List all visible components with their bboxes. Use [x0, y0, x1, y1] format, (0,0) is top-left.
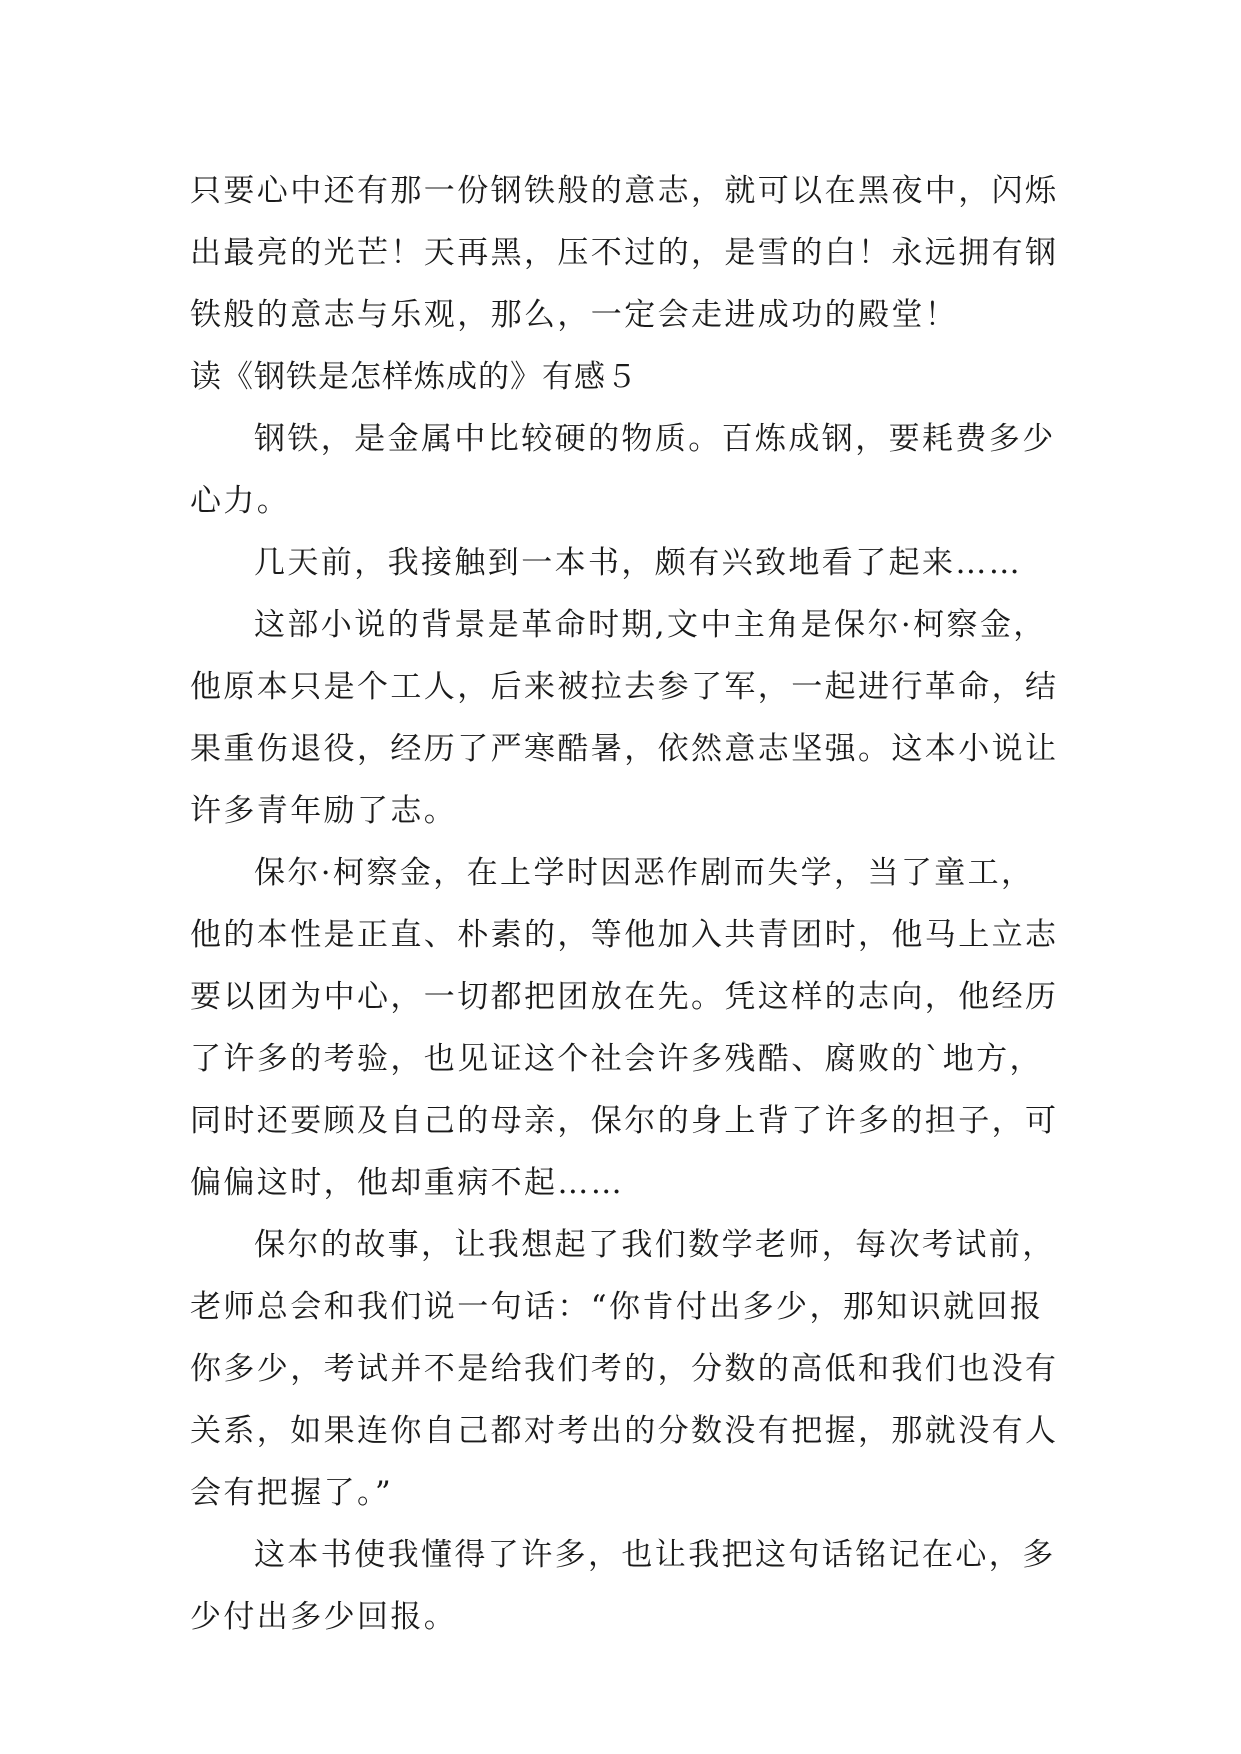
paragraph-line: 关系，如果连你自己都对考出的分数没有把握，那就没有人 [190, 1413, 1059, 1449]
paragraph-line: 铁般的意志与乐观，那么，一定会走进成功的殿堂！ [190, 297, 959, 333]
paragraph-line: 会有把握了。” [190, 1475, 394, 1511]
section-heading: 读《钢铁是怎样炼成的》有感５ [190, 359, 638, 395]
paragraph-line: 保尔·柯察金，在上学时因恶作剧而失学，当了童工， [254, 855, 1035, 891]
paragraph-line: 只要心中还有那一份钢铁般的意志，就可以在黑夜中，闪烁 [190, 173, 1059, 209]
paragraph-line: 同时还要顾及自己的母亲，保尔的身上背了许多的担子，可 [190, 1103, 1059, 1139]
document-page [190, 160, 1070, 1648]
paragraph-line: 几天前，我接触到一本书，颇有兴致地看了起来…… [254, 545, 1023, 581]
paragraph-line: 你多少，考试并不是给我们考的，分数的高低和我们也没有 [190, 1351, 1059, 1387]
paragraph-line: 出最亮的光芒！天再黑，压不过的，是雪的白！永远拥有钢 [190, 235, 1059, 271]
paragraph-line: 老师总会和我们说一句话：“你肯付出多少，那知识就回报 [190, 1289, 1044, 1325]
paragraph-line: 钢铁，是金属中比较硬的物质。百炼成钢，要耗费多少 [254, 421, 1056, 457]
paragraph-line: 了许多的考验，也见证这个社会许多残酷、腐败的`地方， [190, 1041, 1043, 1077]
paragraph-line: 少付出多少回报。 [190, 1599, 458, 1635]
paragraph-line: 保尔的故事，让我想起了我们数学老师，每次考试前， [254, 1227, 1056, 1263]
paragraph-line: 心力。 [190, 483, 291, 519]
paragraph-line: 他原本只是个工人，后来被拉去参了军，一起进行革命，结 [190, 669, 1059, 705]
paragraph-line: 他的本性是正直、朴素的，等他加入共青团时，他马上立志 [190, 917, 1059, 953]
paragraph-line: 果重伤退役，经历了严寒酷暑，依然意志坚强。这本小说让 [190, 731, 1059, 767]
paragraph-line: 这部小说的背景是革命时期,文中主角是保尔·柯察金， [254, 607, 1047, 643]
paragraph-line: 偏偏这时，他却重病不起…… [190, 1165, 625, 1201]
paragraph-line: 这本书使我懂得了许多，也让我把这句话铭记在心，多 [254, 1537, 1056, 1573]
paragraph-line: 许多青年励了志。 [190, 793, 458, 829]
paragraph-line: 要以团为中心，一切都把团放在先。凭这样的志向，他经历 [190, 979, 1059, 1015]
